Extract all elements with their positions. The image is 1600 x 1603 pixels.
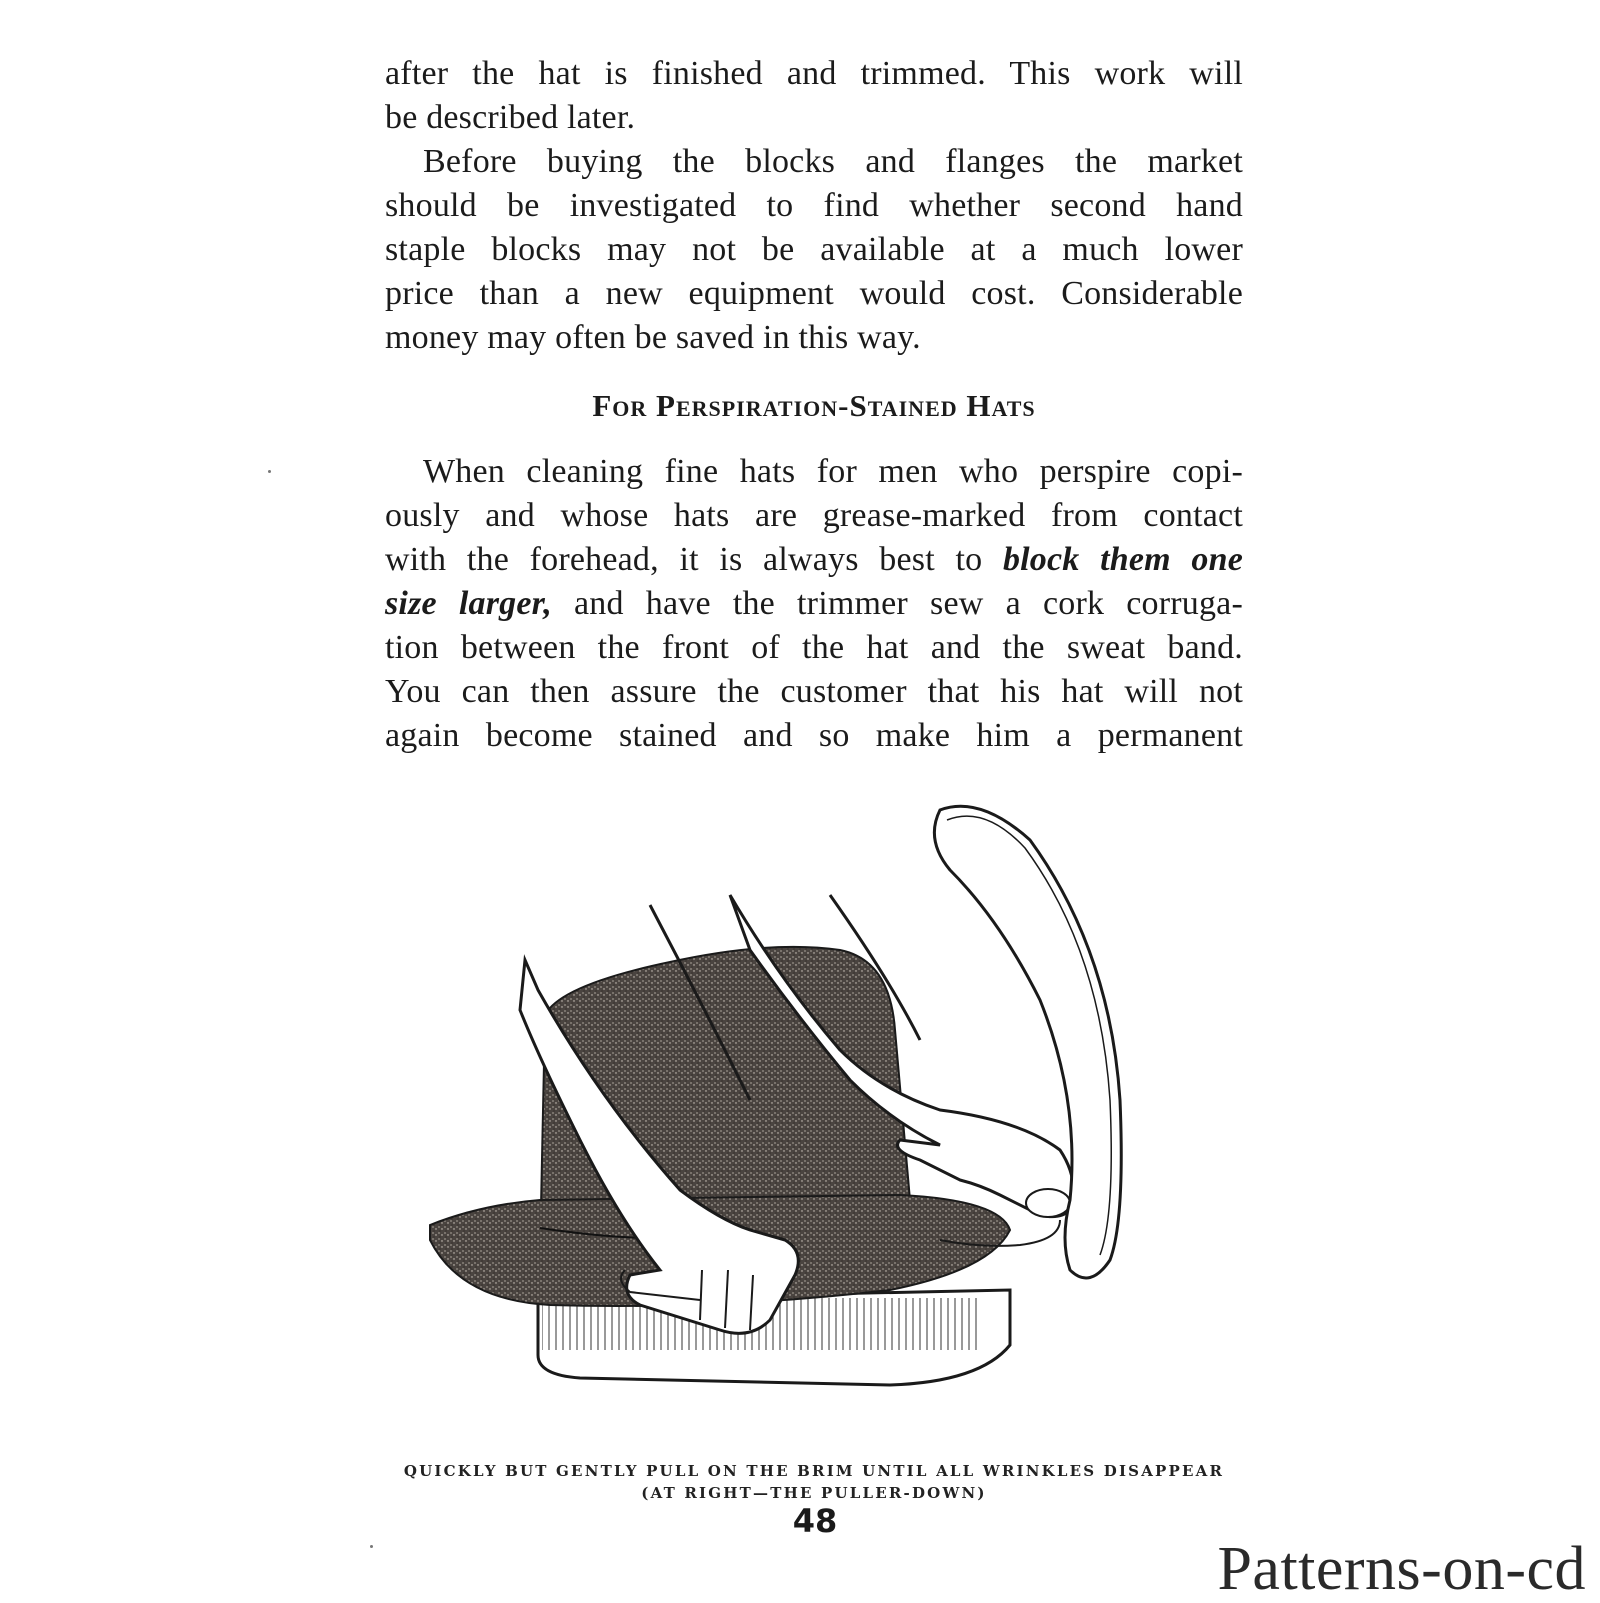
text-span: with the forehead, it is always best to [385,541,1003,578]
paragraph-2 [385,140,1243,360]
text-line: When cleaning fine hats for men who perspire copi- [423,453,1243,490]
paragraph-1 [385,52,1243,140]
print-speck [370,1545,373,1548]
text-line: again become stained and so make him a permanent [385,717,1243,754]
text-line: Before buying the blocks and flanges the market [423,143,1243,180]
hat-illustration [420,800,1220,1400]
text-line: money may often be saved in this way. [385,319,921,356]
caption-line-2: (AT RIGHT—THE PULLER-DOWN) [641,1484,987,1502]
watermark: Patterns-on-cd [1217,1535,1586,1603]
text-line: be described later. [385,99,636,136]
paragraph-3 [385,450,1243,758]
text-line: ously and whose hats are grease-marked from contact [385,497,1243,534]
text-line: You can then assure the customer that his hat will not [385,673,1243,710]
text-line: after the hat is finished and trimmed. This work will [385,55,1243,92]
text-line: tion between the front of the hat and the sweat band. [385,629,1243,666]
emphasis-text: size larger, [385,585,552,622]
text-line: price than a new equipment would cost. Considerable [385,275,1243,312]
text-line [385,582,1243,626]
text-span: and have the trimmer sew a cork corruga- [551,585,1243,622]
section-heading: For Perspiration-Stained Hats [592,388,1036,423]
text-line: staple blocks may not be available at a much lower [385,231,1243,268]
text-line: should be investigated to find whether second hand [385,187,1243,224]
page-number: 48 [792,1502,838,1540]
text-line [385,538,1243,582]
print-speck [268,470,271,473]
body-text [385,52,1243,758]
figure-caption [385,1460,1243,1504]
caption-line-1: QUICKLY BUT GENTLY PULL ON THE BRIM UNTIL ALL WRINKLES DISAPPEAR [403,1462,1225,1480]
emphasis-text: block them one [1002,541,1243,578]
